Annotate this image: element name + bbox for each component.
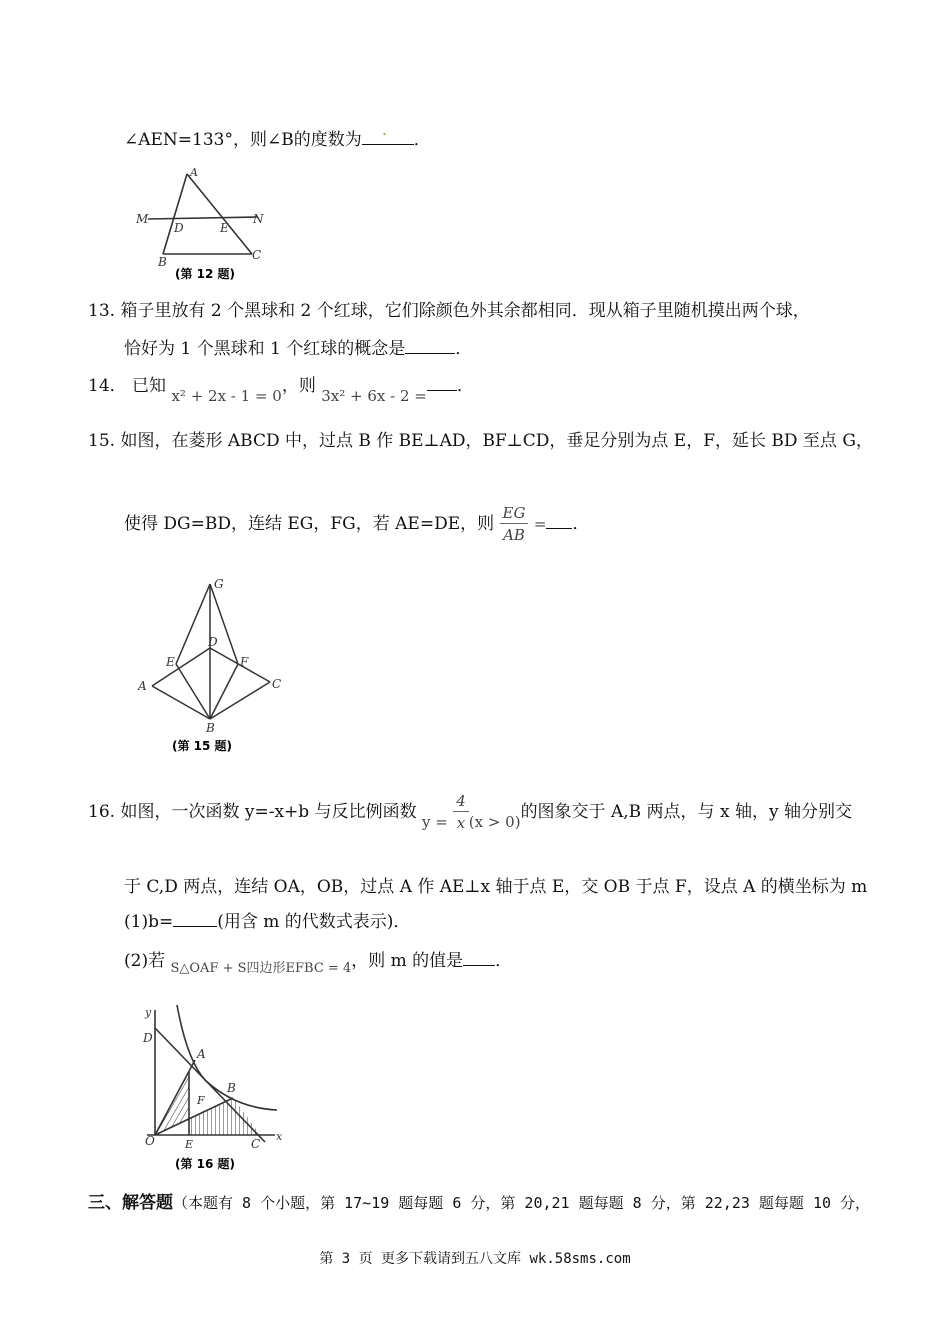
q16-sub2: (2)若 $_{S\triangle OAF + S四边形EFBC = 4}$，则 m 的值是 ． [124, 951, 513, 976]
q12-label-b: B [158, 255, 167, 269]
q15-label-g: G [214, 577, 224, 591]
page-footer: 第 3 页 更多下载请到五八文库 wk.58sms.com [319, 1251, 631, 1267]
q12-label-d: D [174, 221, 184, 235]
q16-label-d: D [143, 1031, 153, 1045]
q14-mid: ，则 [281, 376, 316, 396]
q14-answer-blank [427, 374, 457, 391]
q16-func-y: y = [421, 813, 448, 831]
q12-label-n: N [253, 212, 264, 226]
q13-text1: 箱子里放有 2 个黑球和 2 个红球，它们除颜色外其余都相同．现从箱子里随机摸出两个球， [120, 301, 810, 321]
q15-text2: 使得 DG=BD，连结 EG，FG，若 AE=DE，则 [124, 514, 495, 534]
q12-text: ∠AEN=133°，则∠B的度数为 · ． [124, 125, 431, 150]
q16-figure [135, 1000, 295, 1180]
q16-text1b: 的图象交于 A,B 两点，与 x 轴，y 轴分别交 [520, 802, 852, 822]
q16-sub1-blank [173, 910, 217, 927]
q16-sub1-prefix: (1)b= [124, 912, 174, 932]
q16-label-a: A [197, 1047, 206, 1061]
q12-line-mn [148, 217, 258, 219]
q13-line1 [88, 300, 810, 322]
q15-answer-blank [546, 512, 572, 529]
q15-fraction [500, 503, 529, 546]
q13-number: 13. [88, 301, 116, 321]
q12-line-ac [187, 174, 252, 254]
q12-blank-dot: · [381, 125, 388, 145]
q12-line-ab [163, 174, 187, 254]
q15-label-d: D [208, 635, 218, 649]
q12-label-m: M [136, 212, 149, 226]
q16-sub2-blank [463, 949, 495, 966]
q15-line1 [88, 430, 873, 452]
q15-number: 15. [88, 431, 116, 451]
q15-fraction-num: EG [500, 503, 529, 524]
q15-equals: = [533, 515, 547, 533]
q12-label-c: C [252, 248, 262, 262]
q16-line1 [88, 790, 852, 834]
section3-desc: （本题有 8 个小题，第 17~19 题每题 6 分，第 20,21 题每题 8 分，第 22,23 题每题 10 分， [173, 1194, 871, 1212]
q15-figure [130, 576, 300, 761]
q16-label-f: F [197, 1094, 205, 1107]
q16-text1a: 如图，一次函数 y=-x+b 与反比例函数 [120, 802, 417, 822]
q14-prefix: 已知 [132, 376, 167, 396]
q15-line2: 使得 DG=BD，连结 EG，FG，若 AE=DE，则 $\frac{EG}{AB}$ = ． [124, 504, 590, 544]
q13-answer-blank [405, 337, 455, 354]
q16-fraction-num: 4 [453, 791, 469, 812]
q16-sub2-prefix: (2)若 [124, 951, 166, 971]
q15-caption: (第 15 题) [172, 739, 233, 753]
q16-text2: 于 C,D 两点，连结 OA，OB，过点 A 作 AE⊥x 轴于点 E，交 OB 于点 F，设点 A 的横坐标为 m [124, 877, 868, 897]
q13-text2: 恰好为 1 个黑球和 1 个红球的概念是 [124, 339, 406, 359]
q14-line: 14． 已知 x² + 2x - 1 = 0，则 3x² + 6x - 2 = ． [88, 376, 474, 405]
q16-label-o: O [145, 1134, 155, 1148]
q15-text1: 如图，在菱形 ABCD 中，过点 B 作 BE⊥AD，BF⊥CD，垂足分别为点 E，F，延长 BD 至点 G， [120, 431, 873, 451]
q16-label-x: x [276, 1130, 283, 1143]
q14-number: 14． [88, 376, 127, 396]
q15-label-a: A [138, 679, 147, 693]
q15-label-b: B [206, 721, 215, 735]
q14-equation2: 3x² + 6x - 2 = [321, 387, 427, 405]
q16-label-b: B [227, 1081, 236, 1095]
q16-fraction-den: x [456, 814, 466, 832]
q16-sub2-suffix: ，则 m 的值是 [351, 951, 464, 971]
q12-caption: (第 12 题) [175, 267, 236, 281]
section3-title: 三、解答题 [88, 1193, 173, 1213]
q12-label-e: E [220, 221, 229, 235]
section3-heading [88, 1192, 870, 1214]
q15-label-c: C [272, 677, 282, 691]
q16-label-y: y [145, 1006, 152, 1019]
q12-figure [130, 164, 290, 284]
q16-number: 16. [88, 802, 116, 822]
q15-label-f: F [240, 655, 249, 669]
q16-func-cond: (x > 0) [468, 813, 521, 831]
q16-sub1-suffix: (用含 m 的代数式表示)． [217, 912, 411, 932]
q16-line2 [124, 876, 867, 898]
q16-fraction [453, 791, 469, 834]
q12-line: ∠AEN=133°，则∠B的度数为 [124, 130, 362, 150]
q15-fraction-den: AB [503, 526, 525, 544]
q15-label-e: E [166, 655, 175, 669]
q16-caption: (第 16 题) [175, 1157, 236, 1171]
q12-answer-blank [362, 125, 414, 145]
q13-line2: 恰好为 1 个黑球和 1 个红球的概念是 ． [124, 339, 473, 359]
q12-label-a: A [190, 166, 198, 179]
q14-equation1: x² + 2x - 1 = 0 [171, 387, 282, 405]
q16-sub2-math: S△OAF + S四边形EFBC = 4 [170, 961, 352, 976]
q16-label-c: C [251, 1137, 261, 1151]
q16-sub1 [124, 910, 410, 933]
q16-label-e: E [185, 1138, 194, 1151]
